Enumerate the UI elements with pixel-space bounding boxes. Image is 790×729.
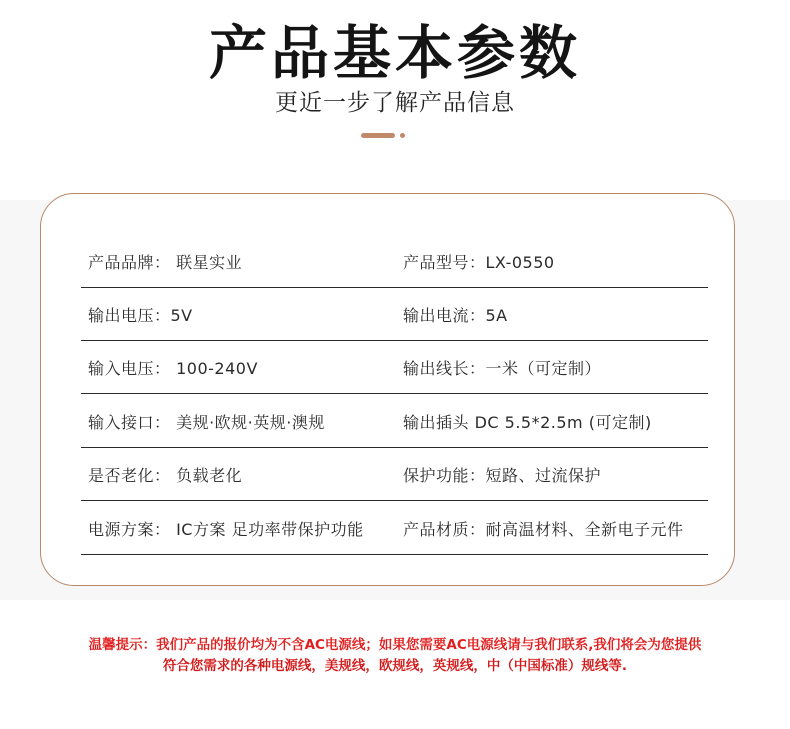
spec-right-cell: 产品型号：LX-0550 xyxy=(403,252,555,272)
page-title: 产品基本参数 xyxy=(208,19,581,87)
spec-row xyxy=(81,448,708,501)
page-subtitle: 更近一步了解产品信息 xyxy=(275,90,515,116)
spec-right-cell: 输出电流：5A xyxy=(403,305,508,325)
spec-left-cell: 电源方案： IC方案 足功率带保护功能 xyxy=(88,519,364,539)
spec-row xyxy=(81,288,708,341)
spec-left-cell: 产品品牌： 联星实业 xyxy=(88,252,243,272)
notice-line-2: 符合您需求的各种电源线，美规线，欧规线，英规线，中（中国标准）规线等. xyxy=(162,658,628,674)
spec-right-cell: 产品材质：耐高温材料、全新电子元件 xyxy=(403,519,684,539)
notice-line-1: 温馨提示：我们产品的报价均为不含AC电源线；如果您需要AC电源线请与我们联系,我们将会为您提供 xyxy=(88,637,702,653)
spec-row xyxy=(81,235,708,288)
spec-left-cell: 输出电压：5V xyxy=(88,305,193,325)
spec-row xyxy=(81,502,708,555)
spec-right-cell: 输出插头 DC 5.5*2.5m (可定制) xyxy=(403,412,652,432)
accent-divider-bar xyxy=(361,133,395,138)
accent-divider-dot xyxy=(400,133,405,138)
spec-row xyxy=(81,341,708,394)
spec-right-cell: 输出线长：一米（可定制） xyxy=(403,358,602,378)
spec-left-cell: 输入接口： 美规·欧规·英规·澳规 xyxy=(88,412,325,432)
spec-left-cell: 输入电压： 100-240V xyxy=(88,358,258,378)
spec-right-cell: 保护功能：短路、过流保护 xyxy=(403,465,602,485)
spec-row xyxy=(81,395,708,448)
spec-left-cell: 是否老化： 负载老化 xyxy=(88,465,243,485)
